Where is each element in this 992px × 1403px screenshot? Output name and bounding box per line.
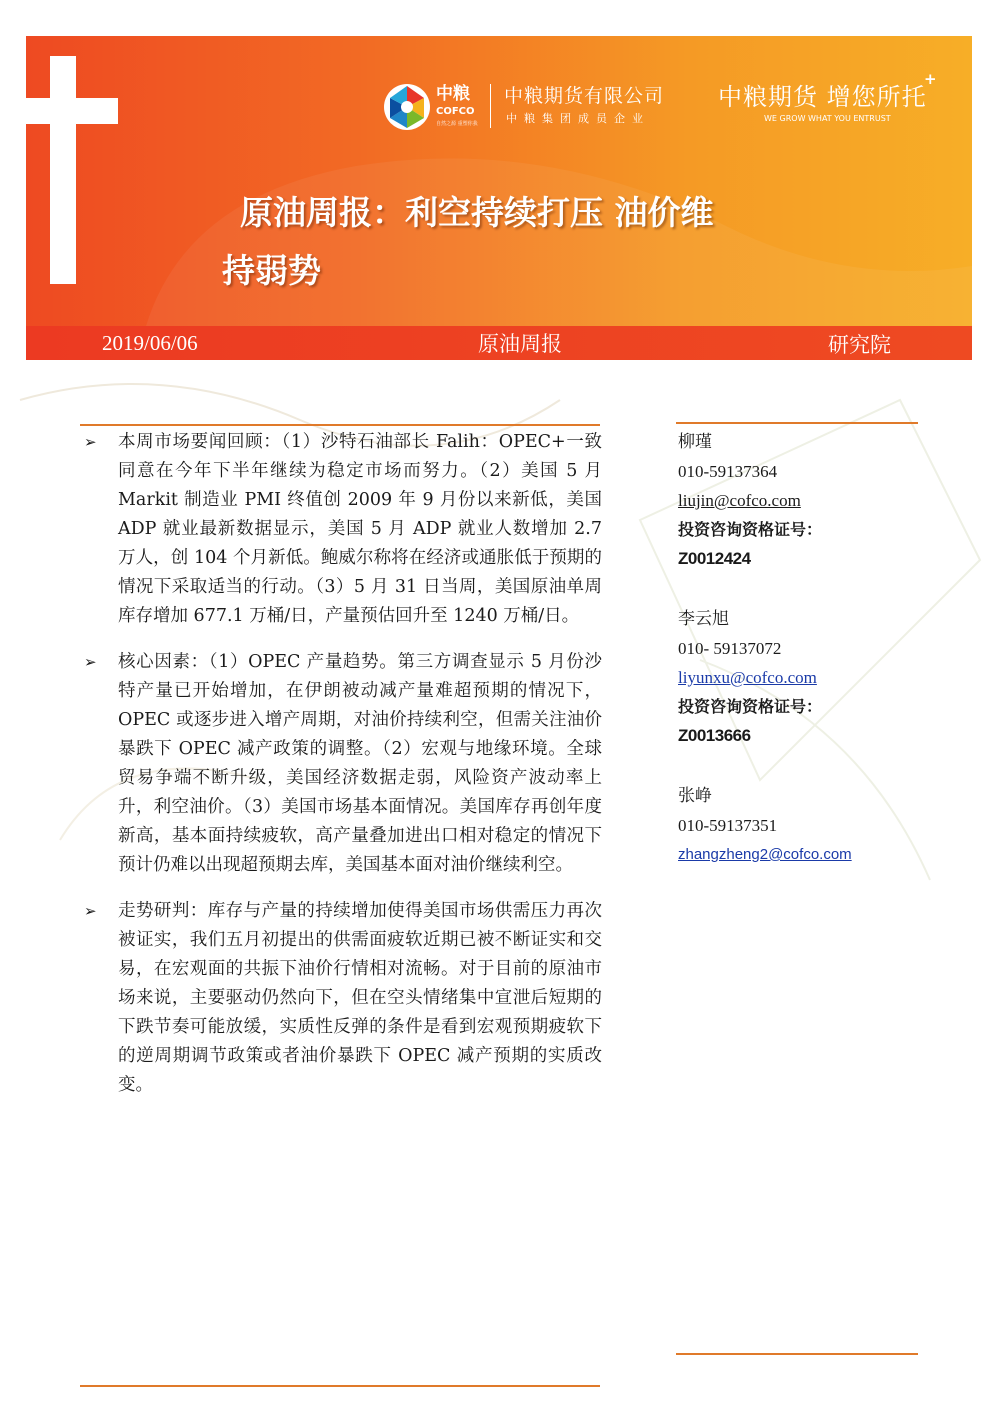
slogan-plus: + — [924, 70, 937, 88]
brand-name-en: COFCO — [436, 106, 475, 117]
logo-divider — [490, 84, 491, 128]
brand-tagline: 自然之源 重塑你我 — [436, 121, 478, 127]
report-department: 研究院 — [828, 333, 891, 357]
analyst-name: 李云旭 — [678, 609, 729, 629]
analyst-phone: 010-59137364 — [678, 462, 778, 481]
license-number: Z0012424 — [678, 549, 751, 568]
analyst-contacts — [678, 428, 928, 901]
company-name: 中粮期货有限公司 — [504, 85, 665, 107]
summary-bullets — [82, 428, 602, 1117]
license-number: Z0013666 — [678, 726, 751, 745]
analyst-phone: 010- 59137072 — [678, 639, 782, 658]
analyst-phone: 010-59137351 — [678, 816, 778, 835]
report-type: 原油周报 — [478, 332, 562, 356]
bullet-market-news — [82, 428, 602, 631]
bullet-text: 走势研判：库存与产量的持续增加使得美国市场供需压力再次被证实，我们五月初提出的供需面疲软近期已被不断证实和交易，在宏观面的共振下油价行情相对流畅。对于目前的原油市场来说，主要驱动仍然向下，但在空头情绪集中宣泄后短期的下跌节奏可能放缓，实质性反弹的条件是看到宏观预期疲软下的逆周期调节政策或者油价暴跌下 OPEC 减产预期的实质改变。 — [118, 901, 602, 1095]
right-bottom-rule — [676, 1353, 918, 1355]
slogan-en: WE GROW WHAT YOU ENTRUST — [764, 114, 891, 123]
contact-card — [678, 782, 928, 869]
contact-card — [678, 428, 928, 573]
report-meta-bar — [26, 326, 972, 360]
plus-logo-mark — [26, 36, 146, 326]
analyst-name: 张峥 — [678, 786, 712, 806]
header-banner — [26, 36, 972, 326]
bullet-trend-judgment — [82, 897, 602, 1100]
slogan-cn: 中粮期货 增您所托 — [718, 83, 927, 111]
right-top-rule — [676, 422, 918, 424]
left-top-rule — [80, 424, 600, 426]
bullet-text: 本周市场要闻回顾：（1）沙特石油部长 Falih：OPEC+一致同意在今年下半年继续为稳定市场而努力。（2）美国 5 月 Markit 制造业 PMI 终值创 2009 年 9 月份以来新低，美国 ADP 就业最新数据显示，美国 5 月 ADP 就业人数增加 2.7 万人，创 104 个月新低。鲍威尔称将在经济或通胀低于预期的情况下采取适当的行动。（3）5 月 31 日当周，美国原油单周库存增加 677.1 万桶/日，产量预估回升至 1240 万桶/日。 — [118, 432, 602, 626]
analyst-email-link[interactable]: liyunxu@cofco.com — [678, 668, 817, 687]
logo-area — [382, 70, 952, 142]
analyst-email-link[interactable]: liujin@cofco.com — [678, 491, 801, 510]
report-title — [222, 184, 842, 300]
license-label: 投资咨询资格证号： — [678, 697, 823, 716]
arrow-bullet-icon: ➢ — [84, 902, 97, 920]
analyst-name: 柳瑾 — [678, 432, 712, 452]
analyst-email-link[interactable]: zhangzheng2@cofco.com — [678, 846, 852, 863]
license-label: 投资咨询资格证号： — [678, 520, 823, 539]
brand-name-cn: 中粮 — [436, 84, 470, 104]
arrow-bullet-icon: ➢ — [84, 433, 97, 451]
report-date: 2019/06/06 — [102, 331, 198, 355]
left-bottom-rule — [80, 1385, 600, 1387]
cofco-emblem-icon — [382, 82, 432, 132]
report-title-line-1: 原油周报：利空持续打压 油价维 — [240, 193, 714, 232]
bullet-text: 核心因素：（1）OPEC 产量趋势。第三方调查显示 5 月份沙特产量已开始增加，在伊朗被动减产量难超预期的情况下，OPEC 或逐步进入增产周期，对油价持续利空，但需关注油价暴跌下 OPEC 减产政策的调整。（2）宏观与地缘环境。全球贸易争端不断升级，美国经济数据走弱，风险资产波动率上升，利空油价。（3）美国市场基本面情况。美国库存再创年度新高，基本面持续疲软，高产量叠加进出口相对稳定的情况下预计仍难以出现超预期去库，美国基本面对油价继续利空。 — [118, 652, 602, 875]
bullet-core-factors — [82, 648, 602, 880]
group-member-text: 中粮集团成员企业 — [506, 112, 650, 125]
report-title-line-2: 持弱势 — [222, 251, 321, 290]
arrow-bullet-icon: ➢ — [84, 653, 97, 671]
contact-card — [678, 605, 928, 750]
